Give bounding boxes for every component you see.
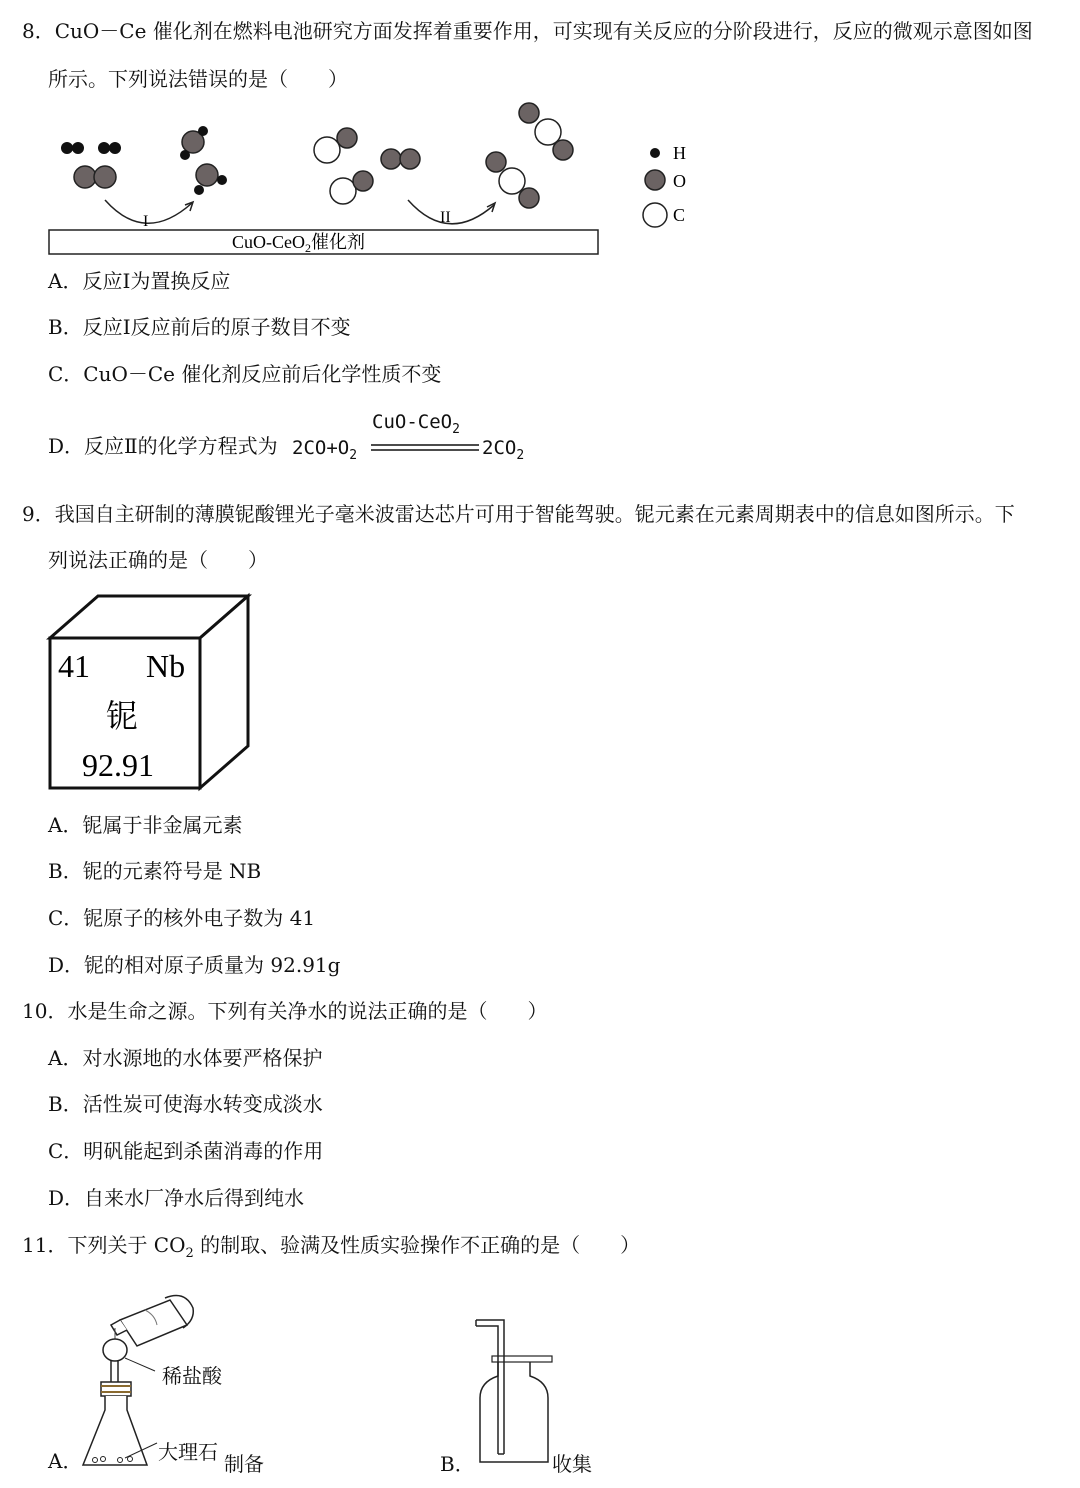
arrow-step1 — [105, 200, 192, 223]
stopper — [101, 1382, 131, 1396]
co-molecules — [314, 128, 373, 204]
q10-stem: 10．水是生命之源。下列有关净水的说法正确的是（ ） — [22, 999, 548, 1023]
step1-label: I — [143, 213, 149, 230]
q8-option-c[interactable]: C．CuO－Ce 催化剂反应前后化学性质不变 — [48, 362, 442, 386]
arrow-step2 — [408, 200, 494, 224]
q10-option-b[interactable]: B．活性炭可使海水转变成淡水 — [48, 1092, 323, 1116]
legend — [643, 143, 686, 227]
q10-option-d[interactable]: D．自来水厂净水后得到纯水 — [48, 1186, 305, 1210]
element-card-niobium — [40, 590, 260, 800]
q9-option-c[interactable]: C．铌原子的核外电子数为 41 — [48, 906, 316, 930]
legend-c-icon — [643, 203, 667, 227]
o2-molecule-2 — [381, 149, 420, 169]
legend-o-label: O — [673, 171, 686, 191]
legend-o-icon — [645, 170, 665, 190]
co2-molecules — [486, 103, 573, 208]
catalyst-label: CuO-CeO$_2$催化剂 — [232, 232, 365, 255]
h2o-molecules — [180, 126, 227, 195]
q9-stem-line1: 9．我国自主研制的薄膜铌酸锂光子毫米波雷达芯片可用于智能驾驶。铌元素在元素周期表中的信息如图所示。下 — [22, 502, 1015, 526]
q8-stem-line1: 8．CuO－Ce 催化剂在燃料电池研究方面发挥着重要作用，可实现有关反应的分阶段进行，反应的微观示意图如图 — [22, 19, 1033, 43]
atomic-number: 41 — [58, 648, 90, 684]
element-symbol: Nb — [146, 648, 186, 684]
q8-reaction-figure — [0, 95, 720, 265]
q9-option-d[interactable]: D．铌的相对原子质量为 92.91g — [48, 953, 341, 977]
label-marble: 大理石 — [158, 1440, 218, 1464]
legend-h-icon — [650, 148, 660, 158]
q8-equation-condition: CuO-CeO$_2$ — [372, 411, 460, 437]
legend-h-label: H — [673, 143, 686, 163]
q11-option-a-letter[interactable]: A． — [48, 1449, 83, 1473]
q9-option-b[interactable]: B．铌的元素符号是 NB — [48, 859, 262, 883]
q8-option-d-prefix: D．反应Ⅱ的化学方程式为 — [48, 434, 278, 458]
q8-option-b[interactable]: B．反应Ⅰ反应前后的原子数目不变 — [48, 315, 351, 339]
q11-option-a-caption: 制备 — [224, 1452, 264, 1476]
q9-stem-line2: 列说法正确的是（ ） — [48, 548, 268, 572]
q8-equation-left: $2CO+O_2$ — [292, 437, 358, 463]
element-name: 铌 — [106, 698, 139, 734]
q8-option-a[interactable]: A．反应Ⅰ为置换反应 — [48, 269, 231, 293]
conical-flask — [83, 1396, 147, 1465]
step2-label: II — [440, 209, 451, 226]
q10-option-a[interactable]: A．对水源地的水体要严格保护 — [48, 1046, 323, 1070]
q10-option-c[interactable]: C．明矾能起到杀菌消毒的作用 — [48, 1139, 324, 1163]
equation-equals-sign — [371, 444, 481, 452]
atomic-mass: 92.91 — [82, 747, 154, 783]
q8-option-d[interactable] — [48, 433, 278, 459]
q11-option-b-caption: 收集 — [552, 1452, 592, 1476]
q11-option-b-letter[interactable]: B． — [440, 1452, 475, 1476]
q8-equation-right: $2CO_2$ — [482, 437, 525, 463]
legend-c-label: C — [673, 205, 686, 225]
label-dilute-hcl: 稀盐酸 — [162, 1364, 222, 1388]
h2-molecules — [61, 142, 121, 154]
thistle-funnel — [103, 1339, 127, 1361]
reagent-bottle — [111, 1300, 187, 1346]
q9-option-a[interactable]: A．铌属于非金属元素 — [48, 813, 243, 837]
q11-stem: 11．下列关于 $CO_2$ 的制取、验满及性质实验操作不正确的是（ ） — [22, 1233, 641, 1261]
gas-collection-bottle — [470, 1312, 560, 1472]
o2-molecule — [74, 166, 116, 188]
q8-stem-line2: 所示。下列说法错误的是（ ） — [48, 67, 348, 91]
glass-plate — [492, 1356, 552, 1362]
